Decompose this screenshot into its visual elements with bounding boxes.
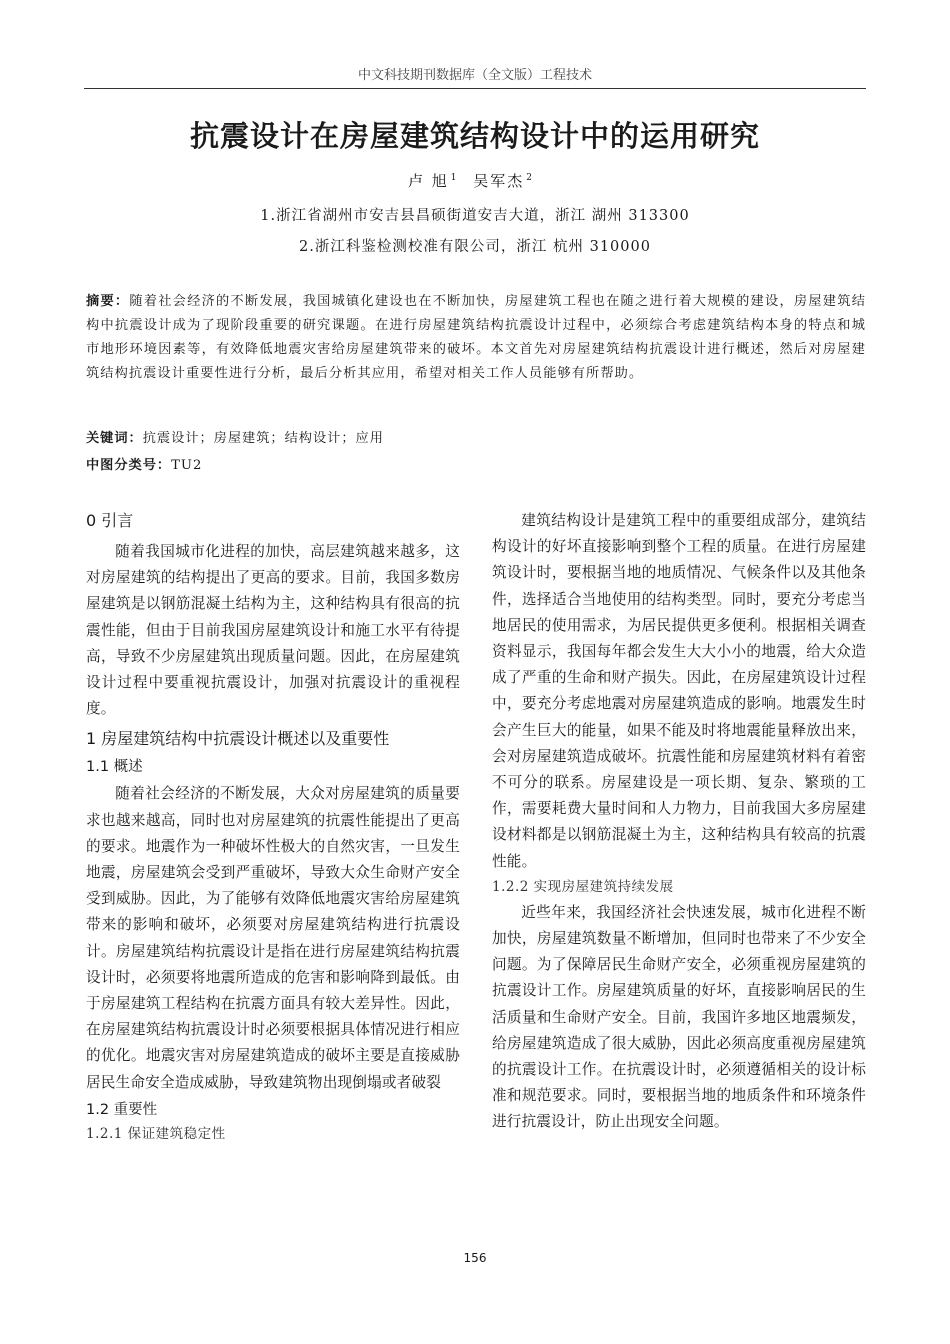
affiliation-2: 2.浙江科鉴检测校准有限公司，浙江 杭州 310000 bbox=[299, 239, 651, 255]
author-name: 卢 旭 bbox=[407, 172, 449, 190]
header-rule bbox=[84, 88, 866, 89]
page-number: 156 bbox=[463, 1251, 487, 1265]
author-list bbox=[84, 170, 866, 191]
author-affil-mark: 1 bbox=[450, 173, 459, 183]
clc-text: TU2 bbox=[171, 458, 203, 473]
paper-title: 抗震设计在房屋建筑结构设计中的运用研究 bbox=[189, 119, 760, 153]
subsubsection-heading-1-2-1: 1.2.1 保证建筑稳定性 bbox=[86, 1125, 226, 1142]
subsection-heading-1-2: 1.2 重要性 bbox=[86, 1101, 158, 1118]
abstract-text: 随着社会经济的不断发展，我国城镇化建设也在不断加快，房屋建筑工程也在随之进行着大规模的建设，房屋建筑结构中抗震设计成为了现阶段重要的研究课题。在进行房屋建筑结构抗震设计过程中，必须综合考虑建筑结构本身的特点和城市地形环境因素等，有效降低地震灾害给房屋建筑带来的破坏。本文首先对房屋建筑结构抗震设计进行概述，然后对房屋建筑结构抗震设计重要性进行分析，最后分析其应用，希望对相关工作人员能够有所帮助。 bbox=[86, 294, 866, 381]
keywords-label: 关键词： bbox=[86, 431, 143, 446]
left-column bbox=[86, 508, 460, 1147]
keywords bbox=[86, 427, 866, 446]
journal-header: 中文科技期刊数据库（全文版）工程技术 bbox=[357, 68, 592, 83]
section-heading-1: 1 房屋建筑结构中抗震设计概述以及重要性 bbox=[86, 729, 390, 749]
author-name: 吴军杰 bbox=[473, 172, 525, 190]
keywords-text: 抗震设计；房屋建筑；结构设计；应用 bbox=[142, 431, 384, 446]
author-affil-mark: 2 bbox=[526, 173, 535, 183]
subsection-heading-1-1: 1.1 概述 bbox=[86, 759, 143, 776]
abstract-label: 摘要： bbox=[86, 294, 130, 309]
intro-paragraph: 随着我国城市化进程的加快，高层建筑越来越多，这对房屋建筑的结构提出了更高的要求。目前，我国多数房屋建筑是以钢筋混凝土结构为主，这种结构具有很高的抗震性能，但由于目前我国房屋建筑设计和施工水平有待提高，导致不少房屋建筑出现质量问题。因此，在房屋建筑设计过程中要重视抗震设计，加强对抗震设计的重视程度。 bbox=[86, 543, 460, 718]
clc-number bbox=[86, 454, 866, 473]
abstract bbox=[86, 290, 866, 386]
sustainable-paragraph: 近些年来，我国经济社会快速发展，城市化进程不断加快，房屋建筑数量不断增加，但同时也带来了不少安全问题。为了保障居民生命财产安全，必须重视房屋建筑的抗震设计工作。房屋建筑质量的好坏，直接影响居民的生活质量和生命财产安全。目前，我国许多地区地震频发，给房屋建筑造成了很大威胁，因此必须高度重视房屋建筑的抗震设计工作。在抗震设计时，必须遵循相关的设计标准和规范要求。同时，要根据当地的地质条件和环境条件进行抗震设计，防止出现安全问题。 bbox=[492, 903, 866, 1131]
subsubsection-heading-1-2-2: 1.2.2 实现房屋建筑持续发展 bbox=[492, 878, 674, 895]
clc-label: 中图分类号： bbox=[86, 458, 172, 473]
section-heading-intro: 0 引言 bbox=[86, 511, 134, 530]
affiliation-1: 1.浙江省湖州市安吉县昌硕街道安吉大道，浙江 湖州 313300 bbox=[260, 208, 690, 224]
right-column bbox=[492, 508, 866, 1136]
overview-paragraph: 随着社会经济的不断发展，大众对房屋建筑的质量要求也越来越高，同时也对房屋建筑的抗震性能提出了更高的要求。地震作为一种破坏性极大的自然灾害，一旦发生地震，房屋建筑会受到严重破坏，导致大众生命财产安全受到威胁。因此，为了能够有效降低地震灾害给房屋建筑带来的影响和破坏，必须要对房屋建筑结构进行抗震设计。房屋建筑结构抗震设计是指在进行房屋建筑结构抗震设计时，必须要将地震所造成的危害和影响降到最低。由于房屋建筑工程结构在抗震方面具有较大差异性。因此，在房屋建筑结构抗震设计时必须要根据具体情况进行相应的优化。地震灾害对房屋建筑造成的破坏主要是直接威胁居民生命安全造成威胁，导致建筑物出现倒塌或者破裂 bbox=[86, 785, 460, 1091]
stability-paragraph: 建筑结构设计是建筑工程中的重要组成部分，建筑结构设计的好坏直接影响到整个工程的质量。在进行房屋建筑设计时，要根据当地的地质情况、气候条件以及其他条件，选择适合当地使用的结构类型。同时，要充分考虑当地居民的使用需求，为居民提供更多便利。根据相关调查资料显示，我国每年都会发生大大小小的地震，给大众造成了严重的生命和财产损失。因此，在房屋建筑设计过程中，要充分考虑地震对房屋建筑造成的影响。地震发生时会产生巨大的能量，如果不能及时将地震能量释放出来，会对房屋建筑造成破坏。抗震性能和房屋建筑材料有着密不可分的联系。房屋建设是一项长期、复杂、繁琐的工作，需要耗费大量时间和人力物力，目前我国大多房屋建设材料都是以钢筋混凝土为主，这种结构具有较高的抗震性能。 bbox=[492, 512, 866, 870]
